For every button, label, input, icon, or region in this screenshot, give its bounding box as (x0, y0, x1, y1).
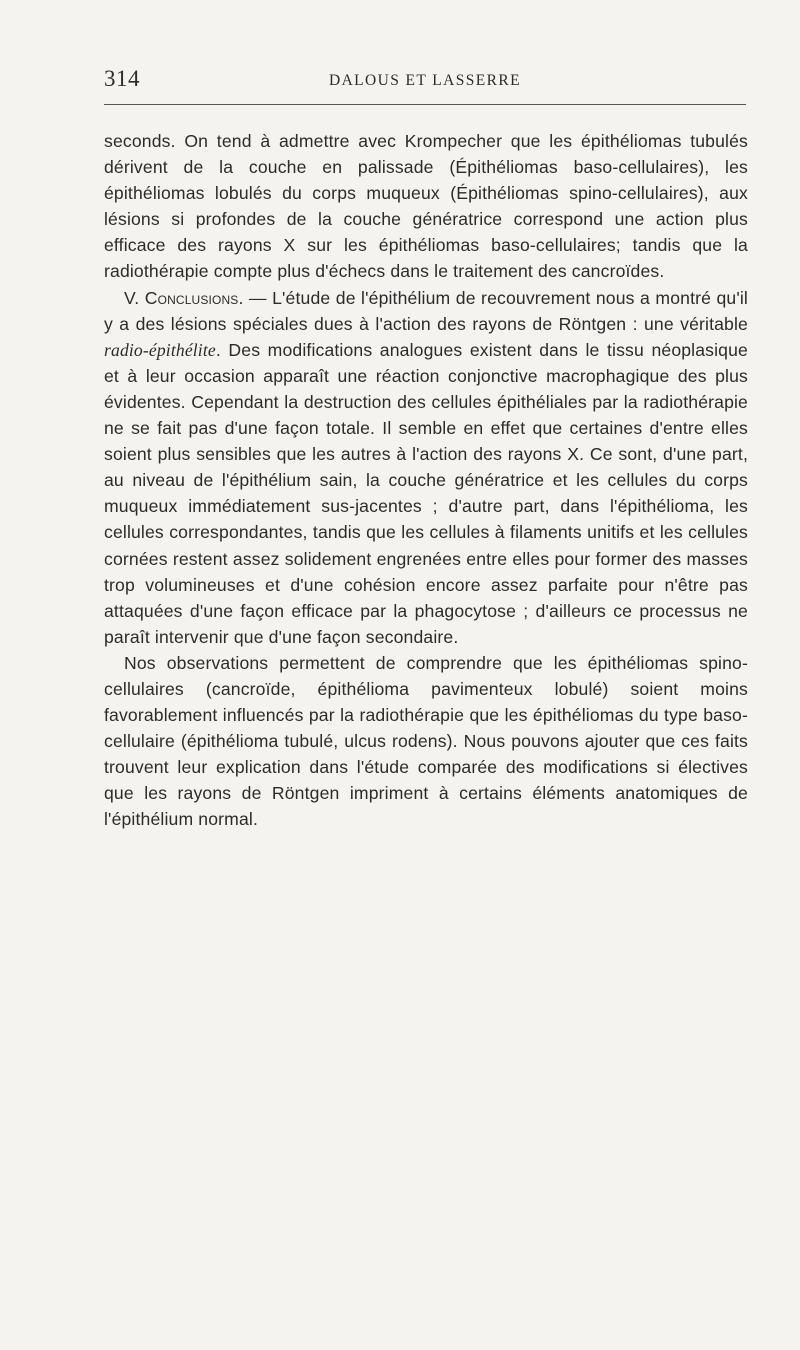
paragraph-text: . Des modifications analogues existent dans le tissu néoplasique et à leur occasion apparaît une réaction conjonctive macrophagique des plus évidentes. Cependant la destruction des cellules épithéliales par la radiothérapie ne se fait pas d'une façon totale. Il semble en effet que certaines d'entre elles soient plus sensibles que les autres à l'action des rayons X. Ce sont, d'une part, au niveau de l'épithélium sain, la couche génératrice et les cellules du corps muqueux immédiatement sus-jacentes ; d'autre part, dans l'épithélioma, les cellules correspondantes, tandis que les cellules à filaments unitifs et les cellules cornées restent assez solidement engrenées entre elles pour former des masses trop volumineuses et d'une cohésion encore assez parfaite pour n'être pas attaquées d'une façon efficace par la phagocytose ; d'ailleurs ce processus ne paraît intervenir que d'une façon secondaire. (104, 339, 748, 647)
page-number: 314 (104, 66, 140, 91)
paragraph-conclusions (104, 285, 748, 650)
italic-term: radio-épithélite (104, 339, 216, 360)
body-text (104, 128, 748, 833)
header-rule (104, 104, 746, 105)
section-heading: Conclusions. (144, 287, 244, 308)
paragraph-continuation: seconds. On tend à admettre avec Krompecher que les épithéliomas tubulés dérivent de la couche en palissade (Épithéliomas baso-cellulaires), les épithéliomas lobulés du corps muqueux (Épithéliomas spino-cellulaires), aux lésions si profondes de la couche génératrice correspond une action plus efficace des rayons X sur les épithéliomas baso-cellulaires; tandis que la radiothérapie compte plus d'échecs dans le traitement des cancroïdes. (104, 131, 748, 282)
paragraph-text: — L'étude de l'épithélium de recouvrement nous a montré qu'il y a des lésions spéciales dues à l'action des rayons de Röntgen : une véritable (104, 287, 748, 334)
running-head (104, 66, 746, 98)
running-title: DALOUS ET LASSERRE (329, 72, 521, 89)
paragraph-observations: Nos observations permettent de comprendre que les épithéliomas spino-cellulaires (cancroïde, épithélioma pavimenteux lobulé) soient moins favorablement influencés par la radiothérapie que les épithéliomas du type baso-cellulaire (épithélioma tubulé, ulcus rodens). Nous pouvons ajouter que ces faits trouvent leur explication dans l'étude comparée des modifications si électives que les rayons de Röntgen impriment à certains éléments anatomiques de l'épithélium normal. (104, 652, 748, 830)
section-number: V. (124, 287, 140, 308)
